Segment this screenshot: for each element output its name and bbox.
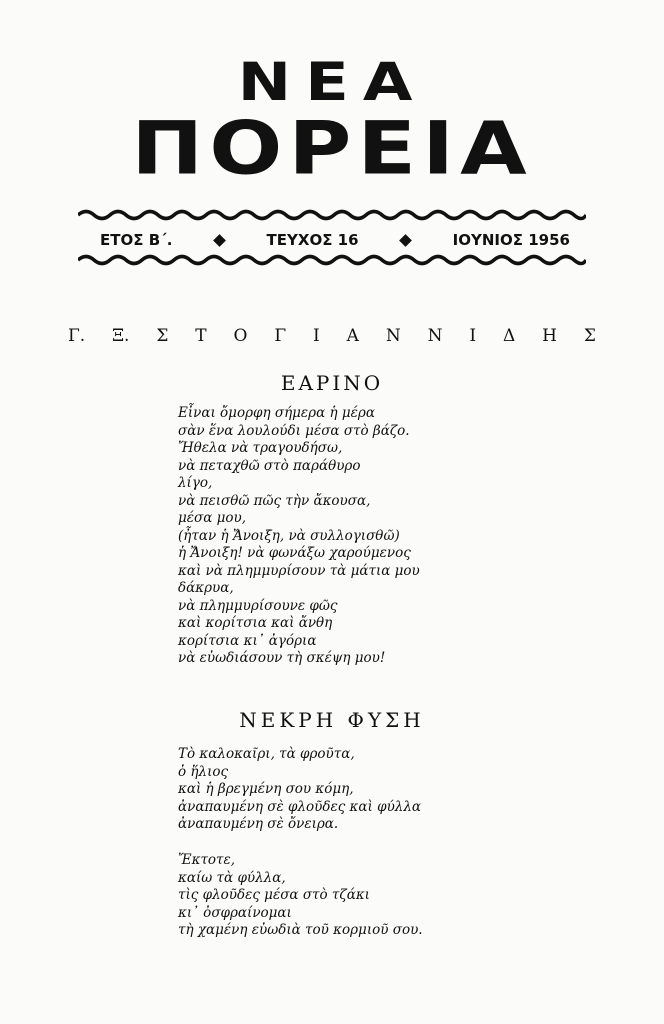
author-letter: Δ [502, 326, 516, 346]
wave-rule-bottom [78, 253, 586, 267]
issue-info [100, 231, 570, 249]
poem-line: τὴ χαμένη εὐωδιὰ τοῦ κορμιοῦ σου. [178, 922, 423, 938]
poem-line: σὰν ἕνα λουλούδι μέσα στὸ βάζο. [178, 422, 410, 439]
author-letter: Ν [427, 326, 443, 346]
poem-line: κορίτσια κι᾽ ἀγόρια [178, 632, 317, 649]
wave-rule-top [78, 208, 586, 222]
poem-line: καὶ κορίτσια καὶ ἄνθη [178, 615, 333, 631]
poem-nekri-fysi-stanza-2 [178, 852, 478, 940]
poem-nekri-fysi-stanza-1 [178, 746, 478, 834]
author-letter: Η [542, 326, 557, 346]
author-name [68, 326, 596, 346]
author-letter: Γ. [68, 326, 86, 346]
poem-line: κι᾽ ὀσφραίνομαι [178, 904, 292, 921]
poem-line: νὰ εὐωδιάσουν τὴ σκέψη μου! [178, 650, 386, 666]
poem-line: ἀναπαυμένη σὲ ὄνειρα. [178, 816, 339, 832]
poem-line: ἡ Ἄνοιξη! νὰ φωνάξω χαρούμενος [178, 545, 411, 561]
author-letter: Ν [385, 326, 401, 346]
author-letter: Ι [313, 326, 320, 346]
poem-line: τὶς φλοῦδες μέσα στὸ τζάκι [178, 887, 370, 903]
masthead-line-1: ΝΕΑ [237, 52, 427, 114]
poem-title-earino: ΕΑΡΙΝΟ [280, 371, 384, 395]
poem-line: Εἶναι ὄμορφη σήμερα ἡ μέρα [178, 405, 375, 421]
poem-line: νὰ πεταχθῶ στὸ παράθυρο [178, 457, 361, 474]
poem-line: δάκρυα, [178, 580, 234, 596]
poem-line: Ἤθελα νὰ τραγουδήσω, [178, 440, 343, 456]
diamond-icon [399, 234, 412, 247]
masthead-line-2: ΠΟΡΕΙΑ [131, 106, 533, 192]
issue-year: ΕΤΟΣ Β΄. [100, 231, 173, 249]
author-letter: Α [346, 326, 359, 346]
poem-line: καὶ ἡ βρεγμένη σου κόμη, [178, 781, 354, 797]
author-letter: Τ [195, 326, 207, 346]
poem-earino-body [178, 405, 478, 668]
author-letter: Σ [156, 326, 169, 346]
issue-number: ΤΕΥΧΟΣ 16 [266, 231, 359, 249]
poem-line: καὶ νὰ πλημμυρίσουν τὰ μάτια μου [178, 562, 420, 579]
author-letter: Ξ. [112, 326, 130, 346]
author-letter: Γ [274, 326, 287, 346]
diamond-icon [213, 234, 226, 247]
poem-line: νὰ πλημμυρίσουνε φῶς [178, 597, 338, 614]
issue-date: ΙΟΥΝΙΟΣ 1956 [452, 231, 570, 249]
poem-line: λίγο, [178, 475, 213, 491]
poem-line: ὁ ἥλιος [178, 763, 229, 780]
author-letter: Ι [469, 326, 477, 346]
poem-line: ἀναπαυμένη σὲ φλοῦδες καὶ φύλλα [178, 798, 421, 815]
poem-line: Τὸ καλοκαῖρι, τὰ φροῦτα, [178, 746, 355, 762]
poem-line: μέσα μου, [178, 510, 247, 526]
poem-line: Ἔκτοτε, [178, 852, 236, 868]
author-letter: Ο [233, 326, 248, 346]
author-letter: Σ [583, 326, 596, 346]
poem-line: νὰ πεισθῶ πῶς τὴν ἄκουσα, [178, 492, 371, 509]
poem-line: (ἦταν ἡ Ἄνοιξη, νὰ συλλογισθῶ) [178, 527, 400, 544]
poem-line: καίω τὰ φύλλα, [178, 869, 286, 886]
poem-title-nekri-fysi: ΝΕΚΡΗ ΦΥΣΗ [239, 708, 425, 732]
